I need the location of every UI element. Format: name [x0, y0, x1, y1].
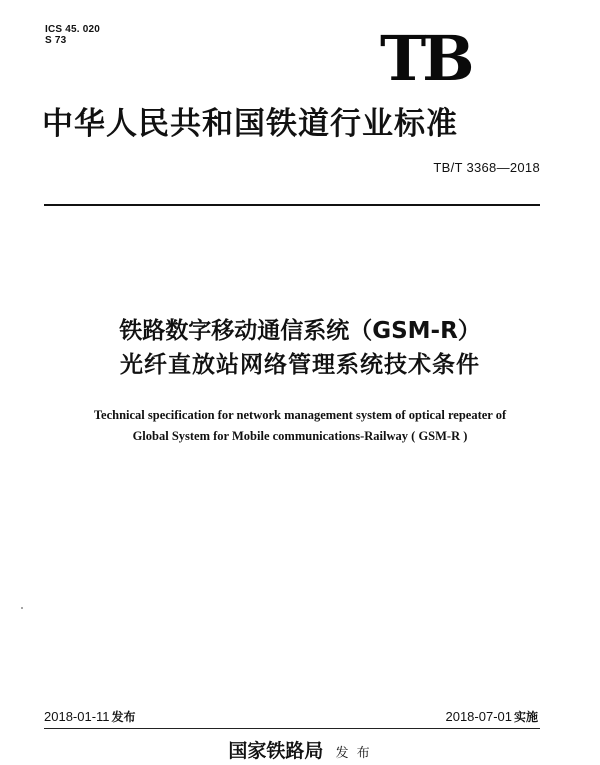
ics-code: ICS 45. 020: [45, 24, 101, 35]
header-divider: [44, 204, 540, 206]
issuing-authority: [150, 740, 450, 765]
document-title-en-line2: Global System for Mobile communications-Railway ( GSM-R ): [132, 429, 468, 443]
issuer-name: 国家铁路局: [228, 740, 324, 762]
issue-date-value: 2018-01-11: [44, 709, 110, 724]
document-title-en-line1: Technical specification for network management system of optical repeater of: [93, 408, 507, 422]
issue-date: [44, 708, 136, 726]
effective-date-label: 实施: [513, 710, 538, 724]
classification-codes: [45, 24, 100, 46]
scan-speck: [21, 607, 23, 609]
issue-date-label: 发布: [111, 710, 136, 724]
standard-number: TB/T 3368—2018: [433, 160, 540, 175]
standard-category-title: 中华人民共和国铁道行业标准: [42, 106, 458, 142]
document-title-cn-line1: 铁路数字移动通信系统（GSM-R）: [119, 318, 481, 344]
issuer-action: 发 布: [335, 746, 372, 761]
effective-date-value: 2018-07-01: [445, 709, 512, 724]
tb-logo: TB: [380, 22, 471, 95]
ccs-code: S 73: [45, 35, 67, 46]
document-title-cn-line2: 光纤直放站网络管理系统技术条件: [120, 352, 480, 378]
effective-date: [445, 708, 538, 726]
footer-divider: [44, 728, 540, 729]
